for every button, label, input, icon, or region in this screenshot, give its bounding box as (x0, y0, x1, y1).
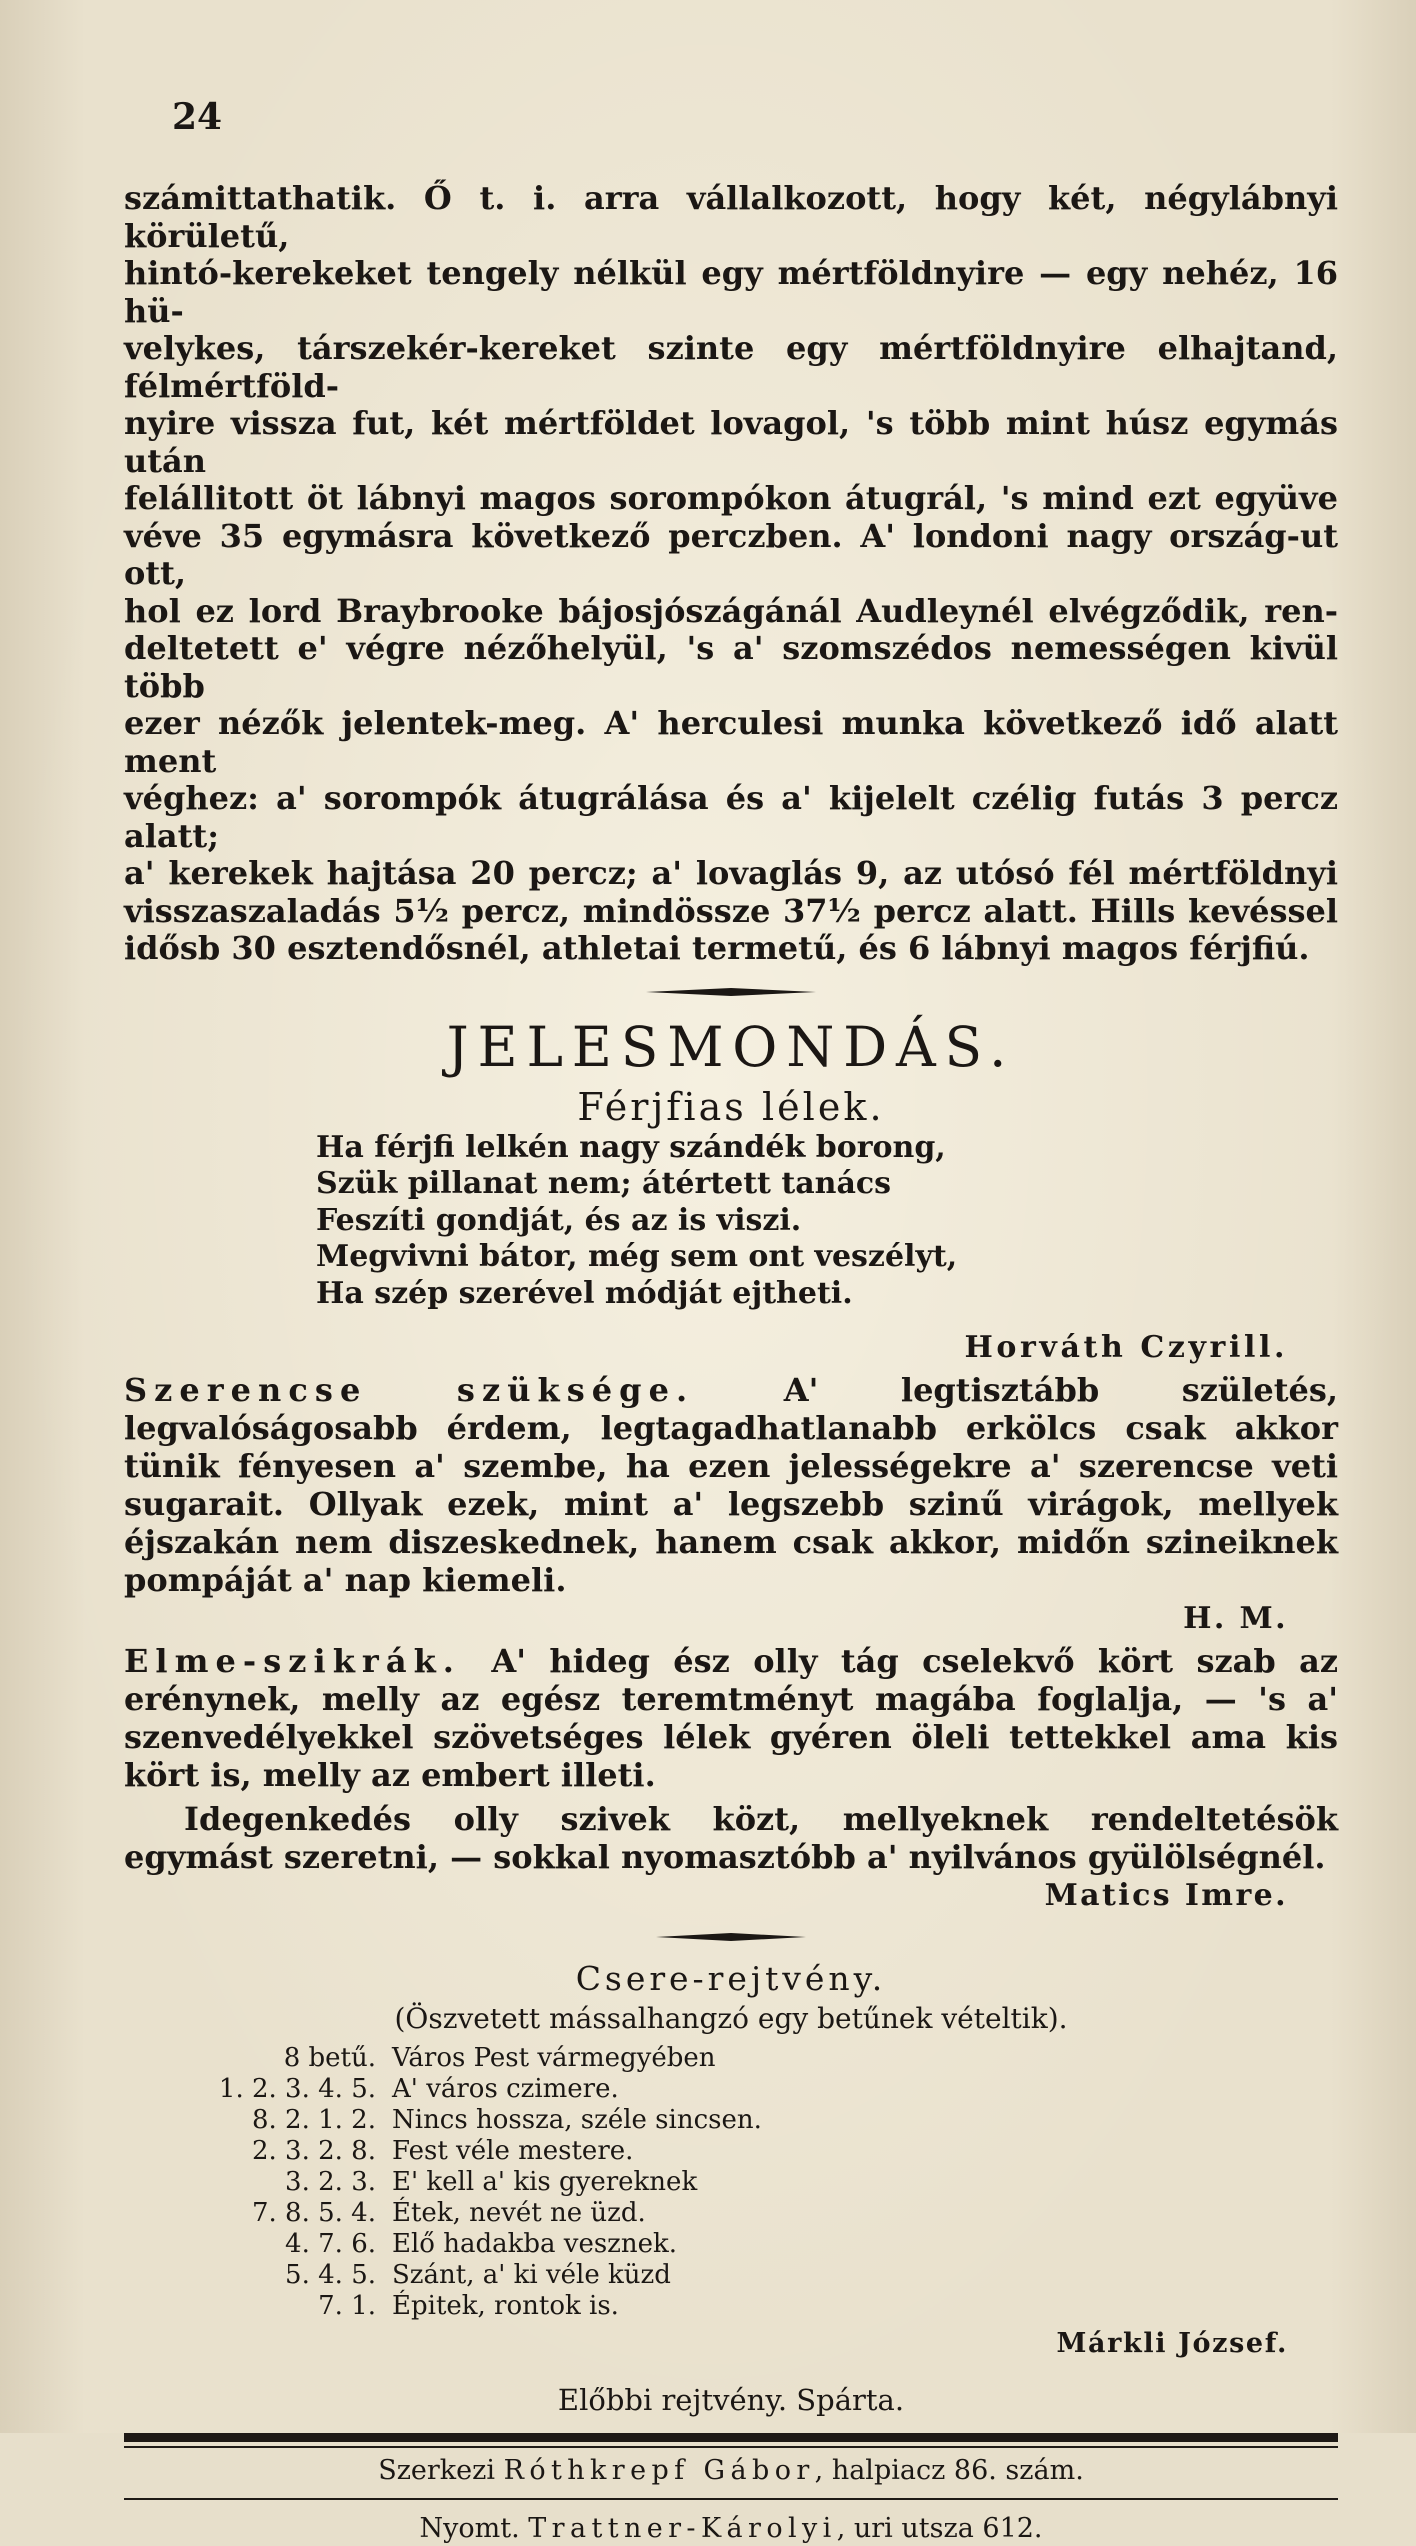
ornament-divider (656, 1931, 806, 1943)
footer-rule-thin (124, 2446, 1338, 2448)
ornament-divider (646, 986, 816, 998)
riddle-numbers: 8 betű. (283, 2043, 376, 2073)
riddle-clue: Szánt, a' ki véle küzd (392, 2260, 671, 2290)
riddle-list (124, 2043, 1338, 2322)
previous-riddle-answer: Előbbi rejtvény. Spárta. (557, 2383, 905, 2417)
riddle-row (124, 2198, 1338, 2229)
riddle-row (124, 2136, 1338, 2167)
riddle-clue: Nincs hossza, széle sincsen. (392, 2105, 762, 2135)
riddle-subtitle: (Öszvetett mássalhangzó egy betűnek vételtik). (394, 2002, 1068, 2035)
article-line: deltetett e' végre nézőhelyül, 's a' szomszédos nemességen kivül több (124, 629, 1338, 705)
riddle-clue: Fest véle mestere. (392, 2136, 634, 2166)
riddle-clue: Elő hadakba vesznek. (392, 2229, 678, 2259)
article-line: visszaszaladás 5½ percz, mindössze 37½ percz alatt. Hills kevéssel (124, 891, 1338, 930)
poem-line: Ha szép szerével módját ejtheti. (316, 1275, 853, 1311)
riddle-numbers: 8. 2. 1. 2. (251, 2105, 376, 2135)
section-heading: JELESMONDÁS. (446, 1014, 1016, 1079)
maxim-title: Szerencse szüksége. (124, 1371, 784, 1409)
maxim-text: A' hideg ész olly tág cselekvő kört szab az erénynek, melly az egész teremtményt magába foglalja, — 's a' szenvedélyekkel szövetséges lélek gyéren öleli tettekkel ama kis kört is, melly az embert illeti. (124, 1642, 1339, 1794)
riddle-numbers: 2. 3. 2. 8. (251, 2136, 376, 2166)
riddle-clue: E' kell a' kis gyereknek (392, 2167, 698, 2197)
riddle-numbers: 7. 8. 5. 4. (251, 2198, 376, 2228)
poem-line: Szük pillanat nem; átértett tanács (316, 1166, 892, 1201)
article-line: számittathatik. Ő t. i. arra vállalkozott, hogy két, négylábnyi körületű, (124, 179, 1338, 255)
article-text (124, 180, 1338, 968)
article-line: véghez: a' sorompók átugrálása és a' kijelelt czélig futás 3 percz alatt; (124, 779, 1338, 855)
riddle-numbers: 5. 4. 5. (285, 2260, 376, 2290)
poem-line: Megvivni bátor, még sem ont veszélyt, (316, 1239, 958, 1274)
maxim-author: H. M. (1183, 1601, 1288, 1636)
article-line: velykes, társzekér-kereket szinte egy mértföldnyire elhajtand, félmértföld- (124, 329, 1338, 405)
riddle-row (124, 2260, 1338, 2291)
poem-line: Feszíti gondját, és az is viszi. (316, 1202, 802, 1238)
riddle-numbers: 1. 2. 3. 4. 5. (218, 2074, 376, 2104)
page-body (124, 180, 1338, 2546)
riddle-clue: Épitek, rontok is. (392, 2291, 619, 2321)
article-line: hol ez lord Braybrooke bájosjószágánál Audleynél elvégződik, ren- (124, 591, 1338, 630)
riddle-row (124, 2167, 1338, 2198)
article-line: idősb 30 esztendősnél, athletai termetű, és 6 lábnyi magos férjfiú. (124, 929, 1310, 967)
riddle-row (124, 2105, 1338, 2136)
footer-rule-thick (124, 2433, 1338, 2442)
poem-title: Férjfias lélek. (577, 1084, 885, 1129)
maxim-author: Matics Imre. (1044, 1878, 1288, 1913)
page-number: 24 (172, 96, 223, 138)
riddle-row (124, 2074, 1338, 2105)
article-line: ezer nézők jelentek-meg. A' herculesi munka következő idő alatt ment (124, 704, 1338, 780)
printer-address: , uri utsza 612. (836, 2513, 1043, 2544)
riddle-numbers: 3. 2. 3. (285, 2167, 376, 2197)
printer-name: Trattner-Károlyi (528, 2513, 837, 2544)
maxim-paragraph (124, 1371, 1338, 1599)
poem-line: Ha férjfi lelkén nagy szándék borong, (316, 1129, 946, 1165)
article-line: a' kerekek hajtása 20 percz; a' lovaglás 9, az utósó fél mértföldnyi (124, 854, 1338, 892)
editor-address: , halpiacz 86. szám. (814, 2455, 1084, 2486)
maxim-text: Idegenkedés olly szivek közt, mellyeknek rendeltetésök egymást szeretni, — sokkal nyomasztóbb a' nyilvános gyülölségnél. (124, 1800, 1338, 1876)
riddle-author: Márkli József. (1056, 2328, 1288, 2359)
editor-prefix: Szerkezi (378, 2455, 496, 2486)
riddle-clue: Város Pest vármegyében (392, 2043, 716, 2073)
poem-author: Horváth Czyrill. (964, 1330, 1288, 1365)
article-line: felállitott öt lábnyi magos sorompókon átugrál, 's mind ezt együve (124, 479, 1338, 517)
riddle-title: Csere-rejtvény. (575, 1959, 887, 1998)
riddle-row (124, 2229, 1338, 2260)
editor-name: Róthkrepf Gábor (503, 2455, 815, 2486)
riddle-clue: Étek, nevét ne üzd. (392, 2198, 646, 2228)
printer-line (124, 2512, 1338, 2546)
riddle-row (124, 2043, 1338, 2074)
riddle-numbers: 7. 1. (318, 2291, 376, 2321)
editor-line (124, 2454, 1338, 2488)
riddle-row (124, 2291, 1338, 2322)
footer-rule-bottom (124, 2498, 1338, 2500)
riddle-numbers: 4. 7. 6. (285, 2229, 376, 2259)
maxim-paragraph (124, 1800, 1338, 1876)
article-line: véve 35 egymásra következő perczben. A' londoni nagy ország-ut ott, (124, 516, 1338, 592)
maxims-section (124, 1371, 1338, 1913)
maxim-paragraph (124, 1642, 1338, 1794)
riddle-clue: A' város czimere. (392, 2074, 619, 2104)
article-line: nyire vissza fut, két mértföldet lovagol, 's több mint húsz egymás után (124, 404, 1338, 480)
printer-prefix: Nyomt. (419, 2513, 520, 2544)
maxim-title: Elme-szikrák. (124, 1642, 492, 1680)
poem (316, 1130, 1338, 1313)
maxim-text: A' legtisztább születés, legvalóságosabb érdem, legtagadhatlanabb erkölcs csak akkor tünik fényesen a' szembe, ha ezen jelességekre a' szerencse veti sugarait. Ollyak ezek, mint a' legszebb szinű virágok, mellyek éjszakán nem diszeskednek, hanem csak akkor, midőn szineiknek pompáját a' nap kiemeli. (124, 1371, 1338, 1599)
article-line: hintó-kerekeket tengely nélkül egy mértföldnyire — egy nehéz, 16 hü- (124, 254, 1338, 330)
